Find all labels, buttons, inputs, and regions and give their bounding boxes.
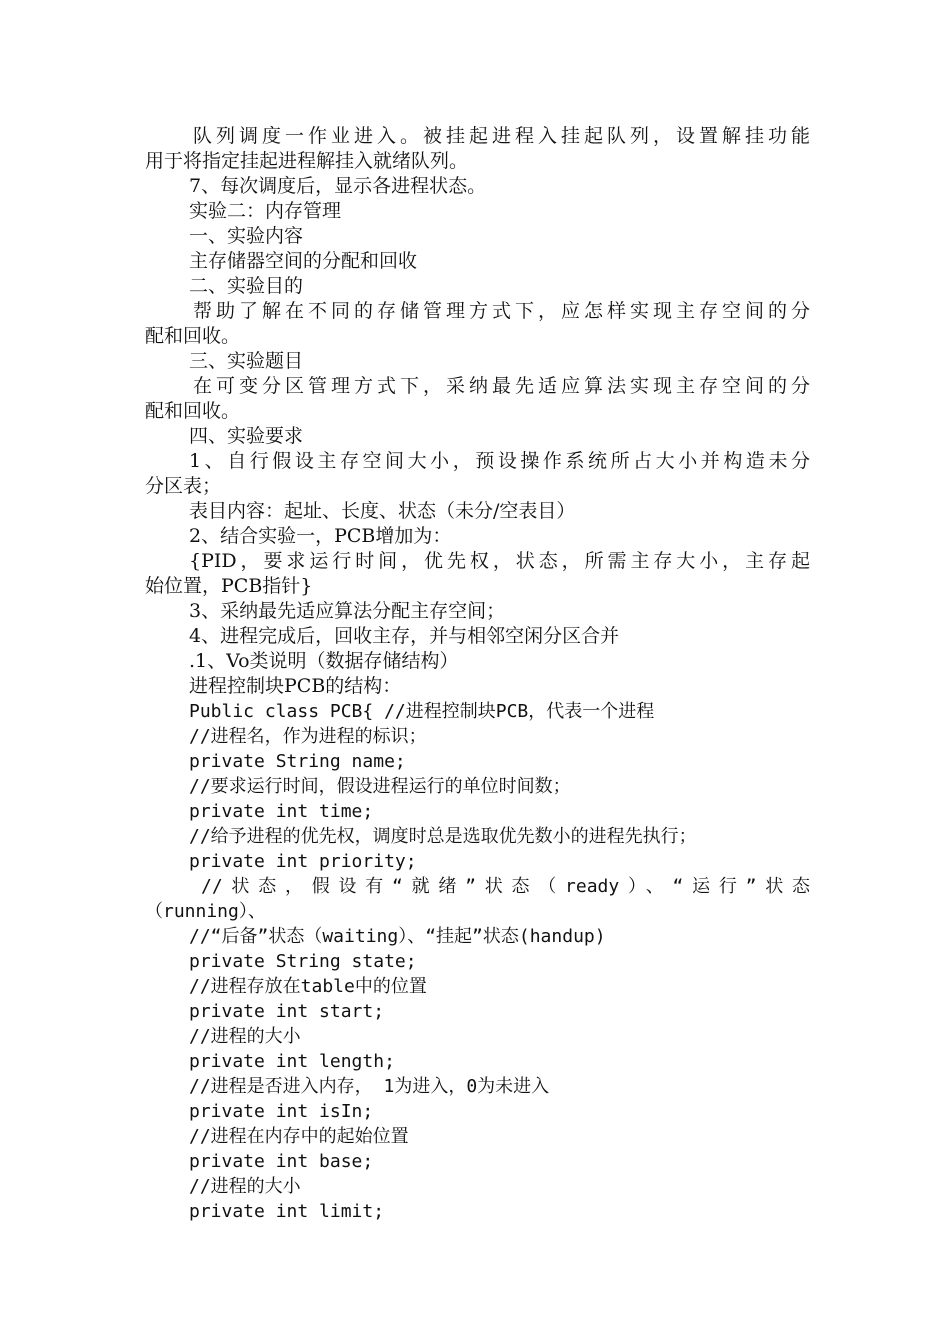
code-line: //进程名，作为进程的标识；	[189, 726, 427, 747]
text-line: 2、结合实验一，PCB增加为：	[189, 525, 452, 547]
text-line: 主存储器空间的分配和回收	[189, 250, 418, 272]
text-line: 1、自行假设主存空间大小，预设操作系统所占大小并构造未分	[189, 450, 810, 472]
code-line: private int base;	[189, 1151, 374, 1172]
code-line: //“后备”状态（waiting）、“挂起”状态(handup)	[189, 926, 606, 947]
text-line: {PID，要求运行时间，优先权，状态，所需主存大小，主存起	[189, 550, 810, 572]
text-line: 队列调度一作业进入。被挂起进程入挂起队列，设置解挂功能	[193, 125, 810, 147]
code-line: private int priority;	[189, 851, 417, 872]
code-line: （running）、	[145, 901, 266, 922]
code-line: //进程的大小	[189, 1176, 301, 1197]
code-line: //进程存放在table中的位置	[189, 976, 427, 997]
section-heading: 四、实验要求	[189, 425, 304, 447]
code-line: Public class PCB{ //进程控制块PCB，代表一个进程	[189, 701, 655, 722]
code-line: private int limit;	[189, 1201, 385, 1222]
code-line: //进程是否进入内存， 1为进入，0为未进入	[189, 1076, 550, 1097]
section-heading: 三、实验题目	[189, 350, 304, 372]
section-heading: 实验二：内存管理	[189, 200, 342, 222]
text-line: 始位置，PCB指针}	[145, 575, 313, 597]
code-line: private int isIn;	[189, 1101, 374, 1122]
code-line: private int length;	[189, 1051, 395, 1072]
code-line: private String state;	[189, 951, 417, 972]
text-line: .1、Vo类说明（数据存储结构）	[189, 650, 459, 672]
text-line: 表目内容：起址、长度、状态（未分/空表目）	[189, 500, 576, 522]
code-line: private String name;	[189, 751, 406, 772]
code-line: private int time;	[189, 801, 374, 822]
code-line: //进程的大小	[189, 1026, 301, 1047]
code-line: //要求运行时间，假设进程运行的单位时间数；	[189, 776, 571, 797]
code-line: //进程在内存中的起始位置	[189, 1126, 409, 1147]
text-line: 在可变分区管理方式下，采纳最先适应算法实现主存空间的分	[193, 375, 810, 397]
text-line: 配和回收。	[145, 400, 241, 422]
code-line: private int start;	[189, 1001, 385, 1022]
text-line: 配和回收。	[145, 325, 241, 347]
code-line: //给予进程的优先权，调度时总是选取优先数小的进程先执行；	[189, 826, 697, 847]
code-line: //状态，假设有“就绪”状态（ready）、“运行”状态	[201, 876, 810, 897]
text-line: 用于将指定挂起进程解挂入就绪队列。	[145, 150, 469, 172]
section-heading: 一、实验内容	[189, 225, 304, 247]
text-line: 进程控制块PCB的结构：	[189, 675, 402, 697]
text-line: 7、每次调度后，显示各进程状态。	[189, 175, 487, 197]
section-heading: 二、实验目的	[189, 275, 304, 297]
text-line: 帮助了解在不同的存储管理方式下，应怎样实现主存空间的分	[193, 300, 810, 322]
text-line: 分区表；	[145, 475, 222, 497]
text-line: 4、进程完成后，回收主存，并与相邻空闲分区合并	[189, 625, 620, 647]
text-line: 3、采纳最先适应算法分配主存空间；	[189, 600, 506, 622]
